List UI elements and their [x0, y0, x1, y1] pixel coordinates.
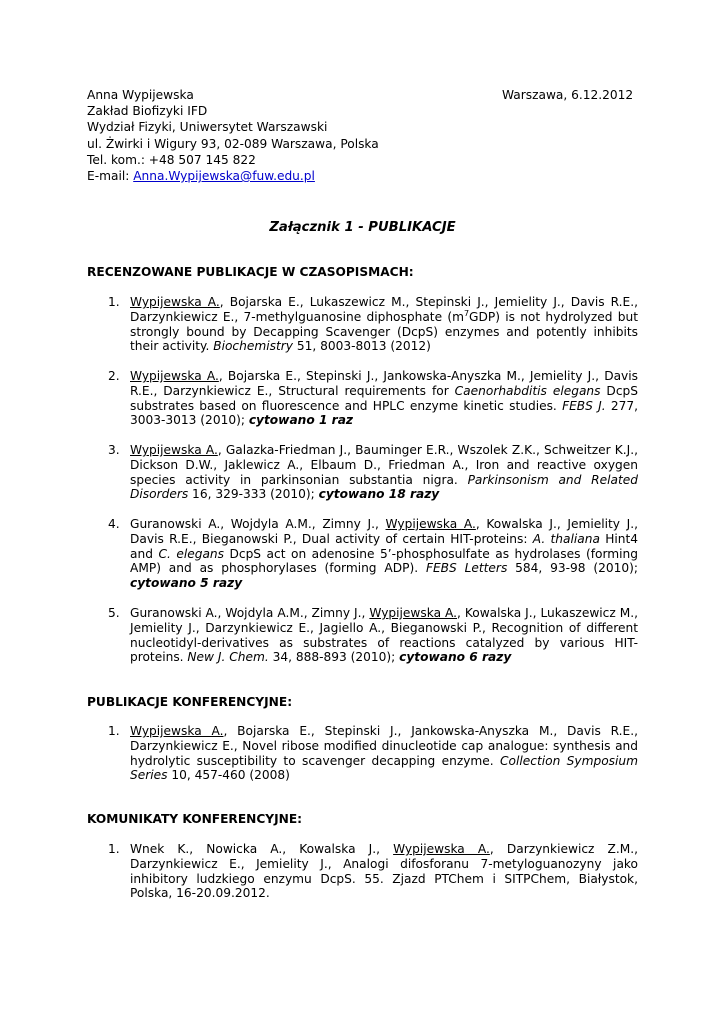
item-number: 1. — [108, 295, 120, 309]
publication-item — [108, 517, 638, 591]
sender-name: Anna Wypijewska — [87, 88, 194, 102]
publication-item — [108, 369, 638, 428]
citation-segment: 277, 3003-3013 (2010); — [130, 398, 639, 428]
citation-text — [130, 724, 638, 783]
citation-segment: DcpS substrates based on fluorescence and HPLC enzyme kinetic studies. — [130, 383, 638, 413]
citation-segment: , Galazka-Friedman J., Bauminger E.R., Wszolek Z.K., Schweitzer K.J., Dickson D.W., Jaklewicz A., Elbaum D., Friedman A., Iron and reactive oxygen species activity in parkinsonian substantia nigra. — [130, 443, 639, 487]
author-highlight: Wypijewska A. — [393, 842, 490, 856]
citation-segment: 16, 329-333 (2010); — [188, 487, 319, 502]
citation-segment: Guranowski A., Wojdyla A.M., Zimny J., — [130, 517, 386, 531]
author-highlight: Wypijewska A. — [130, 369, 219, 383]
italic-text: C. elegans — [158, 546, 224, 561]
publication-item — [108, 295, 638, 354]
sender-faculty: Wydział Fizyki, Uniwersytet Warszawski — [87, 120, 328, 135]
citation-text — [130, 443, 638, 502]
place-date: Warszawa, 6.12.2012 — [502, 88, 634, 102]
citation-segment: 584, 93-98 (2010); — [507, 561, 639, 576]
citation-segment: DcpS act on adenosine 5’-phosphosulfate as hydrolases (forming AMP) and as phosphorylases (forming ADP). — [130, 546, 638, 576]
citation-segment: Wnek K., Nowicka A., Kowalska J., — [130, 842, 394, 856]
item-number: 3. — [108, 443, 120, 457]
publication-item — [108, 724, 638, 783]
italic-text: A. thaliana — [532, 531, 600, 546]
citation-segment: , Bojarska E., Lukaszewicz M., Stepinski J., Jemielity J., Davis R.E., Darzynkiewicz E., 7-methylguanosine diphosphate (m — [130, 295, 638, 324]
italic-text: New J. Chem. — [187, 650, 269, 665]
document-title: Załącznik 1 - PUBLIKACJE — [269, 220, 456, 235]
section-heading-conference-communications: KOMUNIKATY KONFERENCYJNE: — [87, 812, 303, 826]
italic-text: FEBS Letters — [425, 561, 508, 576]
publication-item — [108, 606, 638, 665]
citation-text — [130, 842, 638, 901]
email-link[interactable]: Anna.Wypijewska@fuw.edu.pl — [133, 169, 315, 184]
email-label: E-mail: — [87, 169, 134, 184]
item-number: 1. — [108, 842, 120, 856]
item-number: 1. — [108, 724, 120, 738]
citation-segment: Hint4 and — [130, 531, 639, 561]
sender-email-line — [87, 168, 379, 184]
italic-text: FEBS J. — [562, 398, 606, 413]
author-highlight: Wypijewska A. — [369, 606, 458, 620]
citation-count: cytowano 5 razy — [130, 576, 243, 591]
citation-text — [130, 606, 638, 665]
author-highlight: Wypijewska A. — [130, 724, 224, 738]
sender-address-block — [87, 87, 379, 184]
citation-segment: , Bojarska E., Stepinski J., Jankowska-Anyszka M., Jemielity J., Davis R.E., Darzynkiewicz E., Structural requirements for — [130, 369, 638, 398]
sender-street-address: ul. Żwirki i Wigury 93, 02-089 Warszawa, Polska — [87, 136, 379, 151]
citation-segment: 34, 888-893 (2010); — [268, 650, 400, 665]
section-heading-reviewed: RECENZOWANE PUBLIKACJE W CZASOPISMACH: — [87, 265, 414, 279]
citation-text — [130, 295, 638, 354]
citation-text — [130, 517, 638, 591]
italic-text: Parkinsonism and Related Disorders — [130, 472, 638, 502]
sender-phone: Tel. kom.: +48 507 145 822 — [87, 152, 256, 167]
author-highlight: Wypijewska A. — [130, 443, 218, 457]
author-highlight: Wypijewska A. — [385, 517, 476, 531]
italic-text: Collection Symposium Series — [130, 753, 638, 783]
italic-text: Caenorhabditis elegans — [454, 383, 601, 398]
italic-text: Biochemistry — [213, 339, 293, 354]
citation-segment: , Bojarska E., Stepinski J., Jankowska-Anyszka M., Davis R.E., Darzynkiewicz E., Novel ribose modified dinucleotide cap analogue: synthesis and hydrolytic susceptibility to scavenger decapping enzyme. — [130, 724, 638, 768]
citation-segment: , Kowalska J., Lukaszewicz M., Jemielity J., Darzynkiewicz E., Jagiello A., Bieganowski P., Recognition of different nucleotidyl-derivatives as substrates of reactions catalyzed by various HIT-proteins. — [130, 606, 638, 665]
citation-segment: 10, 457-460 (2008) — [167, 768, 290, 783]
section-heading-conference-publications: PUBLIKACJE KONFERENCYJNE: — [87, 695, 293, 709]
item-number: 5. — [108, 606, 120, 620]
citation-text — [130, 369, 638, 428]
citation-segment: 51, 8003-8013 (2012) — [292, 339, 431, 354]
citation-segment: Guranowski A., Wojdyla A.M., Zimny J., — [130, 606, 370, 620]
author-highlight: Wypijewska A. — [130, 295, 220, 309]
publication-item — [108, 842, 638, 901]
sender-department: Zakład Biofizyki IFD — [87, 104, 208, 119]
item-number: 4. — [108, 517, 120, 531]
citation-count: cytowano 1 raz — [248, 413, 354, 428]
citation-segment: , Kowalska J., Jemielity J., Davis R.E., Bieganowski P., Dual activity of certain HIT-proteins: — [130, 517, 638, 546]
citation-count: cytowano 6 razy — [399, 650, 512, 665]
citation-count: cytowano 18 razy — [318, 487, 440, 502]
citation-segment: GDP) is not hydrolyzed but strongly bound by Decapping Scavenger (DcpS) enzymes and potently inhibits their activity. — [130, 309, 639, 354]
item-number: 2. — [108, 369, 120, 383]
superscript-text: 7 — [463, 308, 470, 318]
publication-item — [108, 443, 638, 502]
citation-segment: , Darzynkiewicz Z.M., Darzynkiewicz E., Jemielity J., Analogi difosforanu 7-metyloguanozyny jako inhibitory ludzkiego enzymu DcpS. 55. Zjazd PTChem i SITPChem, Białystok, Polska, 16-20.09.2012. — [130, 842, 639, 901]
